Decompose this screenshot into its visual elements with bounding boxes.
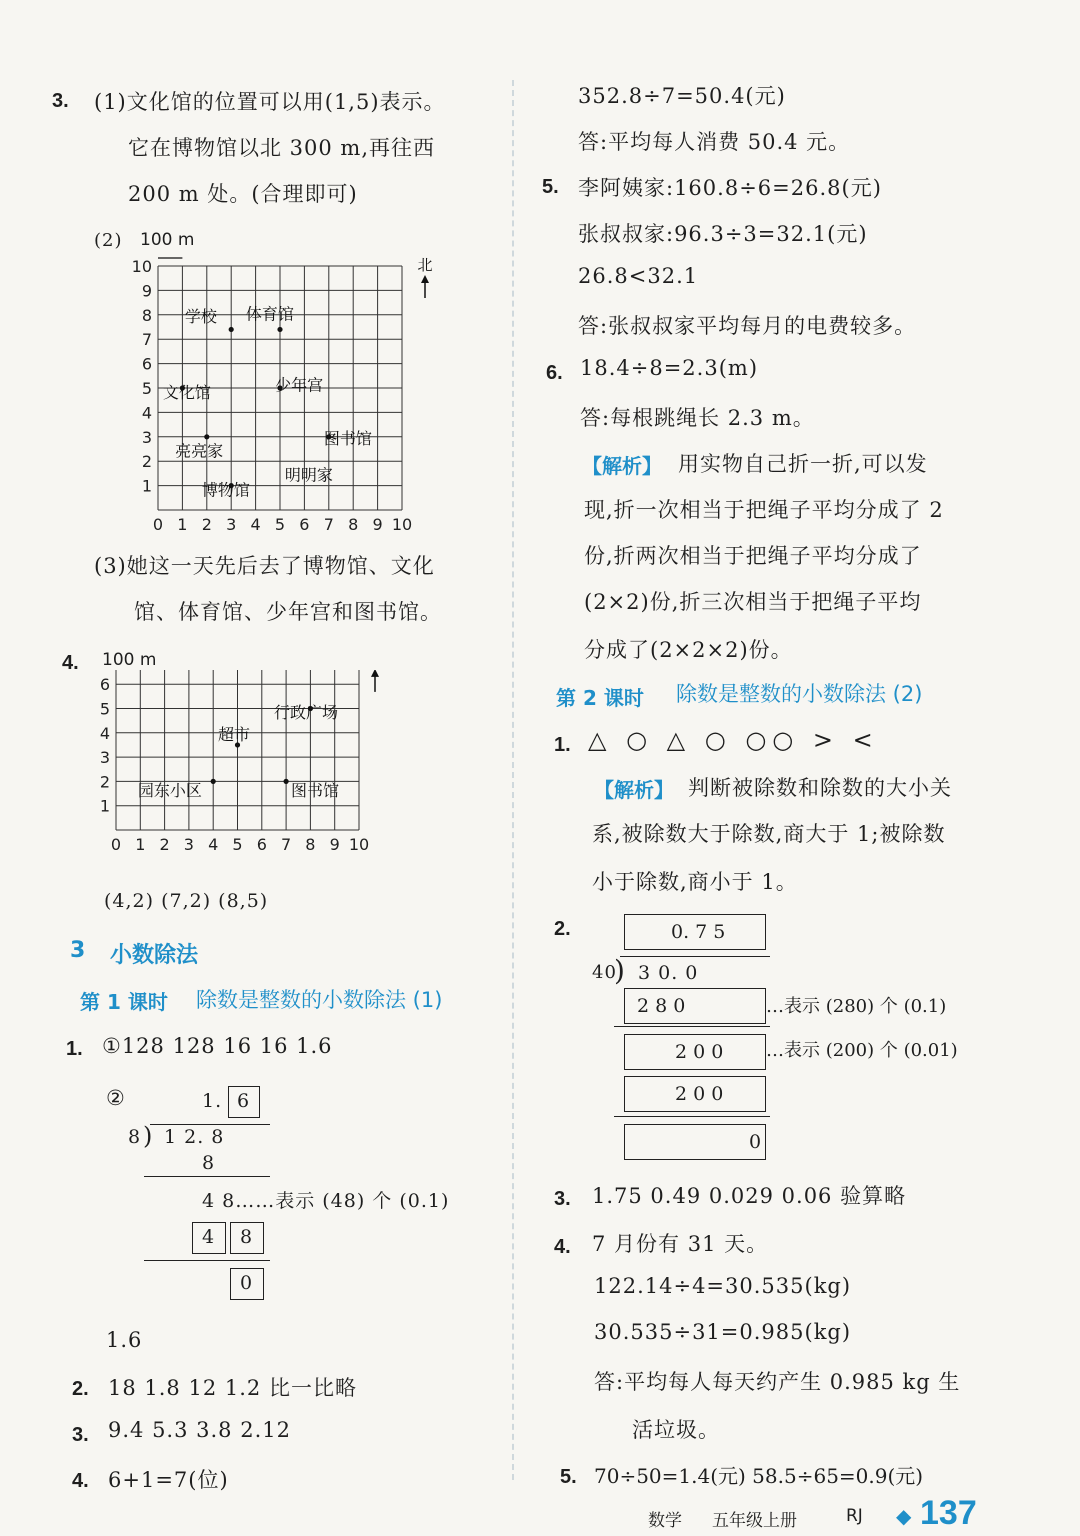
p1-step2: 4 8……表示 (48) 个 (0.1) [202, 1190, 450, 1212]
y-tick-label: 4 [141, 403, 152, 423]
r2-row3-box: 2 0 0 [624, 1076, 766, 1112]
y-tick-label: 1 [141, 476, 152, 496]
r1-exp3: 小于除数,商小于 1。 [592, 870, 798, 894]
r4-line2: 122.14÷4=30.535(kg) [594, 1274, 852, 1298]
x-tick-label: 10 [391, 515, 413, 534]
q3-part2-label: (2) [94, 230, 123, 251]
lesson2-tag: 第 2 课时 [556, 686, 644, 710]
q6-exp3: 份,折两次相当于把绳子平均分成了 [584, 544, 922, 568]
place-label: 少年宫 [275, 375, 324, 395]
r4-number: 4. [554, 1236, 571, 1258]
r2-dividend: 3 0. 0 [638, 962, 699, 984]
r4-line1: 7 月份有 31 天。 [592, 1232, 769, 1256]
r2-row1-box: 2 8 0 [624, 988, 766, 1024]
p1-division-bar [150, 1124, 270, 1125]
p1-box-a: 4 [192, 1222, 226, 1254]
x-tick-label: 5 [274, 515, 286, 534]
q4-answer: (4,2) (7,2) (8,5) [104, 890, 269, 912]
q3-line3: 200 m 处。(合理即可) [128, 182, 358, 206]
x-tick-label: 6 [256, 835, 267, 854]
q6-exp4: (2×2)份,折三次相当于把绳子平均 [584, 590, 922, 614]
p1-step-line2 [144, 1260, 270, 1261]
lesson2-title: 除数是整数的小数除法 (2) [676, 682, 923, 706]
footer-edition: RJ [846, 1506, 863, 1526]
page-number: 137 [920, 1494, 977, 1532]
p2-number: 2. [72, 1378, 89, 1400]
y-tick-label: 1 [99, 796, 110, 816]
y-tick-label: 3 [141, 427, 152, 447]
p1-bracket: ) [143, 1122, 153, 1150]
r2-bracket: ) [614, 954, 625, 987]
p4-text: 6+1=7(位) [108, 1468, 229, 1492]
place-label: 学校 [184, 307, 217, 327]
r2-row2-note: …表示 (200) 个 (0.01) [766, 1040, 958, 1061]
north-arrowhead-icon [421, 275, 429, 283]
grid-point [204, 434, 209, 439]
x-tick-label: 1 [135, 835, 146, 854]
r-top-line1: 352.8÷7=50.4(元) [578, 84, 786, 108]
q3-number: 3. [52, 90, 69, 112]
q3-scale-label: 100 m [140, 230, 195, 250]
r2-line2 [614, 1116, 770, 1117]
r1-symbols: △ ○ △ ○ ○○ > < [588, 726, 879, 754]
r2-division-bar [620, 956, 770, 957]
p1-dividend: 1 2. 8 [164, 1126, 225, 1148]
q3-line2: 它在博物馆以北 300 m,再往西 [128, 136, 436, 160]
p1-divisor: 8 [128, 1126, 142, 1148]
p1-box-b: 8 [230, 1222, 264, 1254]
p3-text: 9.4 5.3 3.8 2.12 [108, 1418, 291, 1442]
p1-result: 1.6 [106, 1328, 143, 1352]
y-tick-label: 2 [99, 772, 110, 792]
r2-row2-box: 2 0 0 [624, 1034, 766, 1070]
unit-title: 小数除法 [110, 943, 199, 968]
q6-exp1: 用实物自己折一折,可以发 [678, 452, 928, 476]
grid-point [284, 779, 289, 784]
q5-line4: 答:张叔叔家平均每月的电费较多。 [578, 314, 917, 338]
x-tick-label: 9 [372, 515, 383, 534]
p1-number: 1. [66, 1038, 83, 1060]
place-label: 博物馆 [201, 480, 250, 500]
r2-line1 [614, 1026, 770, 1027]
q5-number: 5. [542, 176, 559, 198]
q6-line2: 答:每根跳绳长 2.3 m。 [580, 406, 815, 430]
q6-analysis-tag: 【解析】 [582, 454, 662, 478]
x-tick-label: 3 [226, 515, 237, 534]
place-label: 图书馆 [323, 429, 372, 449]
y-tick-label: 2 [141, 452, 152, 472]
place-label: 园东小区 [137, 780, 202, 800]
r1-analysis-tag: 【解析】 [594, 778, 674, 802]
p3-number: 3. [72, 1424, 89, 1446]
column-divider [512, 80, 514, 1480]
r3-number: 3. [554, 1188, 571, 1210]
q5-line1: 李阿姨家:160.8÷6=26.8(元) [578, 176, 882, 200]
grid-point [277, 327, 282, 332]
q6-number: 6. [546, 362, 563, 384]
x-tick-label: 0 [110, 835, 122, 854]
q6-exp2: 现,折一次相当于把绳子平均分成了 2 [584, 498, 944, 522]
north-label: 北 [417, 256, 433, 274]
q5-line2: 张叔叔家:96.3÷3=32.1(元) [578, 222, 868, 246]
y-tick-label: 10 [131, 257, 152, 276]
place-label: 亮亮家 [175, 441, 224, 461]
x-tick-label: 8 [305, 835, 316, 854]
grid-point [229, 327, 234, 332]
r1-number: 1. [554, 734, 571, 756]
q3-part3-line2: 馆、体育馆、少年宫和图书馆。 [134, 600, 442, 624]
x-tick-label: 3 [183, 835, 194, 854]
r5-text: 70÷50=1.4(元) 58.5÷65=0.9(元) [594, 1464, 924, 1488]
q3-line1: (1)文化馆的位置可以用(1,5)表示。 [94, 90, 446, 114]
r1-exp1: 判断被除数和除数的大小关 [688, 776, 952, 800]
r4-line4: 答:平均每人每天约产生 0.985 kg 生 [594, 1370, 961, 1394]
r-top-line2: 答:平均每人消费 50.4 元。 [578, 130, 851, 154]
y-tick-label: 9 [141, 281, 152, 301]
r2-row1-note: …表示 (280) 个 (0.1) [766, 996, 947, 1017]
r2-divisor: 40 [592, 962, 617, 983]
p1-quotient-whole: 1. [202, 1090, 223, 1112]
q5-line3: 26.8<32.1 [578, 264, 699, 288]
coordinate-grid-2 [90, 670, 410, 879]
p4-number: 4. [72, 1470, 89, 1492]
x-tick-label: 4 [250, 515, 261, 534]
x-tick-label: 9 [329, 835, 340, 854]
q6-exp5: 分成了(2×2×2)份。 [584, 638, 793, 662]
x-tick-label: 2 [159, 835, 170, 854]
y-tick-label: 4 [99, 723, 110, 743]
x-tick-label: 10 [348, 835, 370, 854]
p1-quotient-box: 6 [228, 1086, 260, 1118]
place-label: 行政广场 [273, 703, 338, 723]
p1-circle2: ② [106, 1086, 126, 1110]
page-arrow-icon: ◆ [896, 1504, 912, 1528]
x-tick-label: 7 [281, 835, 292, 854]
r5-number: 5. [560, 1466, 577, 1488]
p1-step1: 8 [202, 1152, 216, 1174]
place-label: 体育馆 [245, 304, 294, 324]
y-tick-label: 5 [141, 379, 152, 398]
x-tick-label: 0 [152, 515, 164, 534]
r1-exp2: 系,被除数大于除数,商大于 1;被除数 [592, 822, 946, 846]
r2-number: 2. [554, 918, 571, 940]
place-label: 文化馆 [162, 382, 211, 402]
x-tick-label: 1 [177, 515, 188, 534]
x-tick-label: 8 [348, 515, 359, 534]
grid-point [211, 779, 216, 784]
q4-number: 4. [62, 652, 79, 674]
r3-text: 1.75 0.49 0.029 0.06 验算略 [592, 1184, 907, 1208]
r2-remainder-box: 0 [624, 1124, 766, 1160]
place-label: 明明家 [284, 465, 333, 485]
q6-line1: 18.4÷8=2.3(m) [580, 356, 759, 380]
lesson1-tag: 第 1 课时 [80, 990, 168, 1014]
y-tick-label: 8 [141, 305, 152, 325]
q3-part3-line1: (3)她这一天先后去了博物馆、文化 [94, 554, 435, 578]
footer-subject: 数学 [648, 1511, 682, 1531]
y-tick-label: 6 [99, 675, 110, 695]
y-tick-label: 3 [99, 748, 110, 768]
y-tick-label: 6 [141, 354, 152, 374]
north-arrowhead-icon [371, 670, 379, 677]
x-tick-label: 6 [299, 515, 310, 534]
place-label: 图书馆 [290, 780, 339, 800]
x-tick-label: 2 [201, 515, 212, 534]
r4-line5: 活垃圾。 [632, 1418, 720, 1442]
p1-line1: ①128 128 16 16 1.6 [102, 1034, 333, 1058]
x-tick-label: 5 [232, 835, 243, 854]
x-tick-label: 7 [323, 515, 334, 534]
footer-grade: 五年级上册 [712, 1511, 797, 1531]
y-tick-label: 7 [141, 330, 152, 350]
p2-text: 18 1.8 12 1.2 比一比略 [108, 1376, 357, 1400]
place-label: 超市 [218, 725, 251, 745]
q4-scale-label: 100 m [102, 650, 157, 670]
lesson1-title: 除数是整数的小数除法 (1) [196, 988, 443, 1012]
x-tick-label: 4 [208, 835, 219, 854]
y-tick-label: 5 [99, 699, 110, 719]
coordinate-grid-1 [120, 250, 440, 544]
p1-step-line1 [144, 1176, 270, 1177]
p1-box-c: 0 [230, 1268, 264, 1300]
r4-line3: 30.535÷31=0.985(kg) [594, 1320, 852, 1344]
r2-quotient-box: 0. 7 5 [624, 914, 766, 950]
unit-number: 3 [70, 938, 86, 963]
